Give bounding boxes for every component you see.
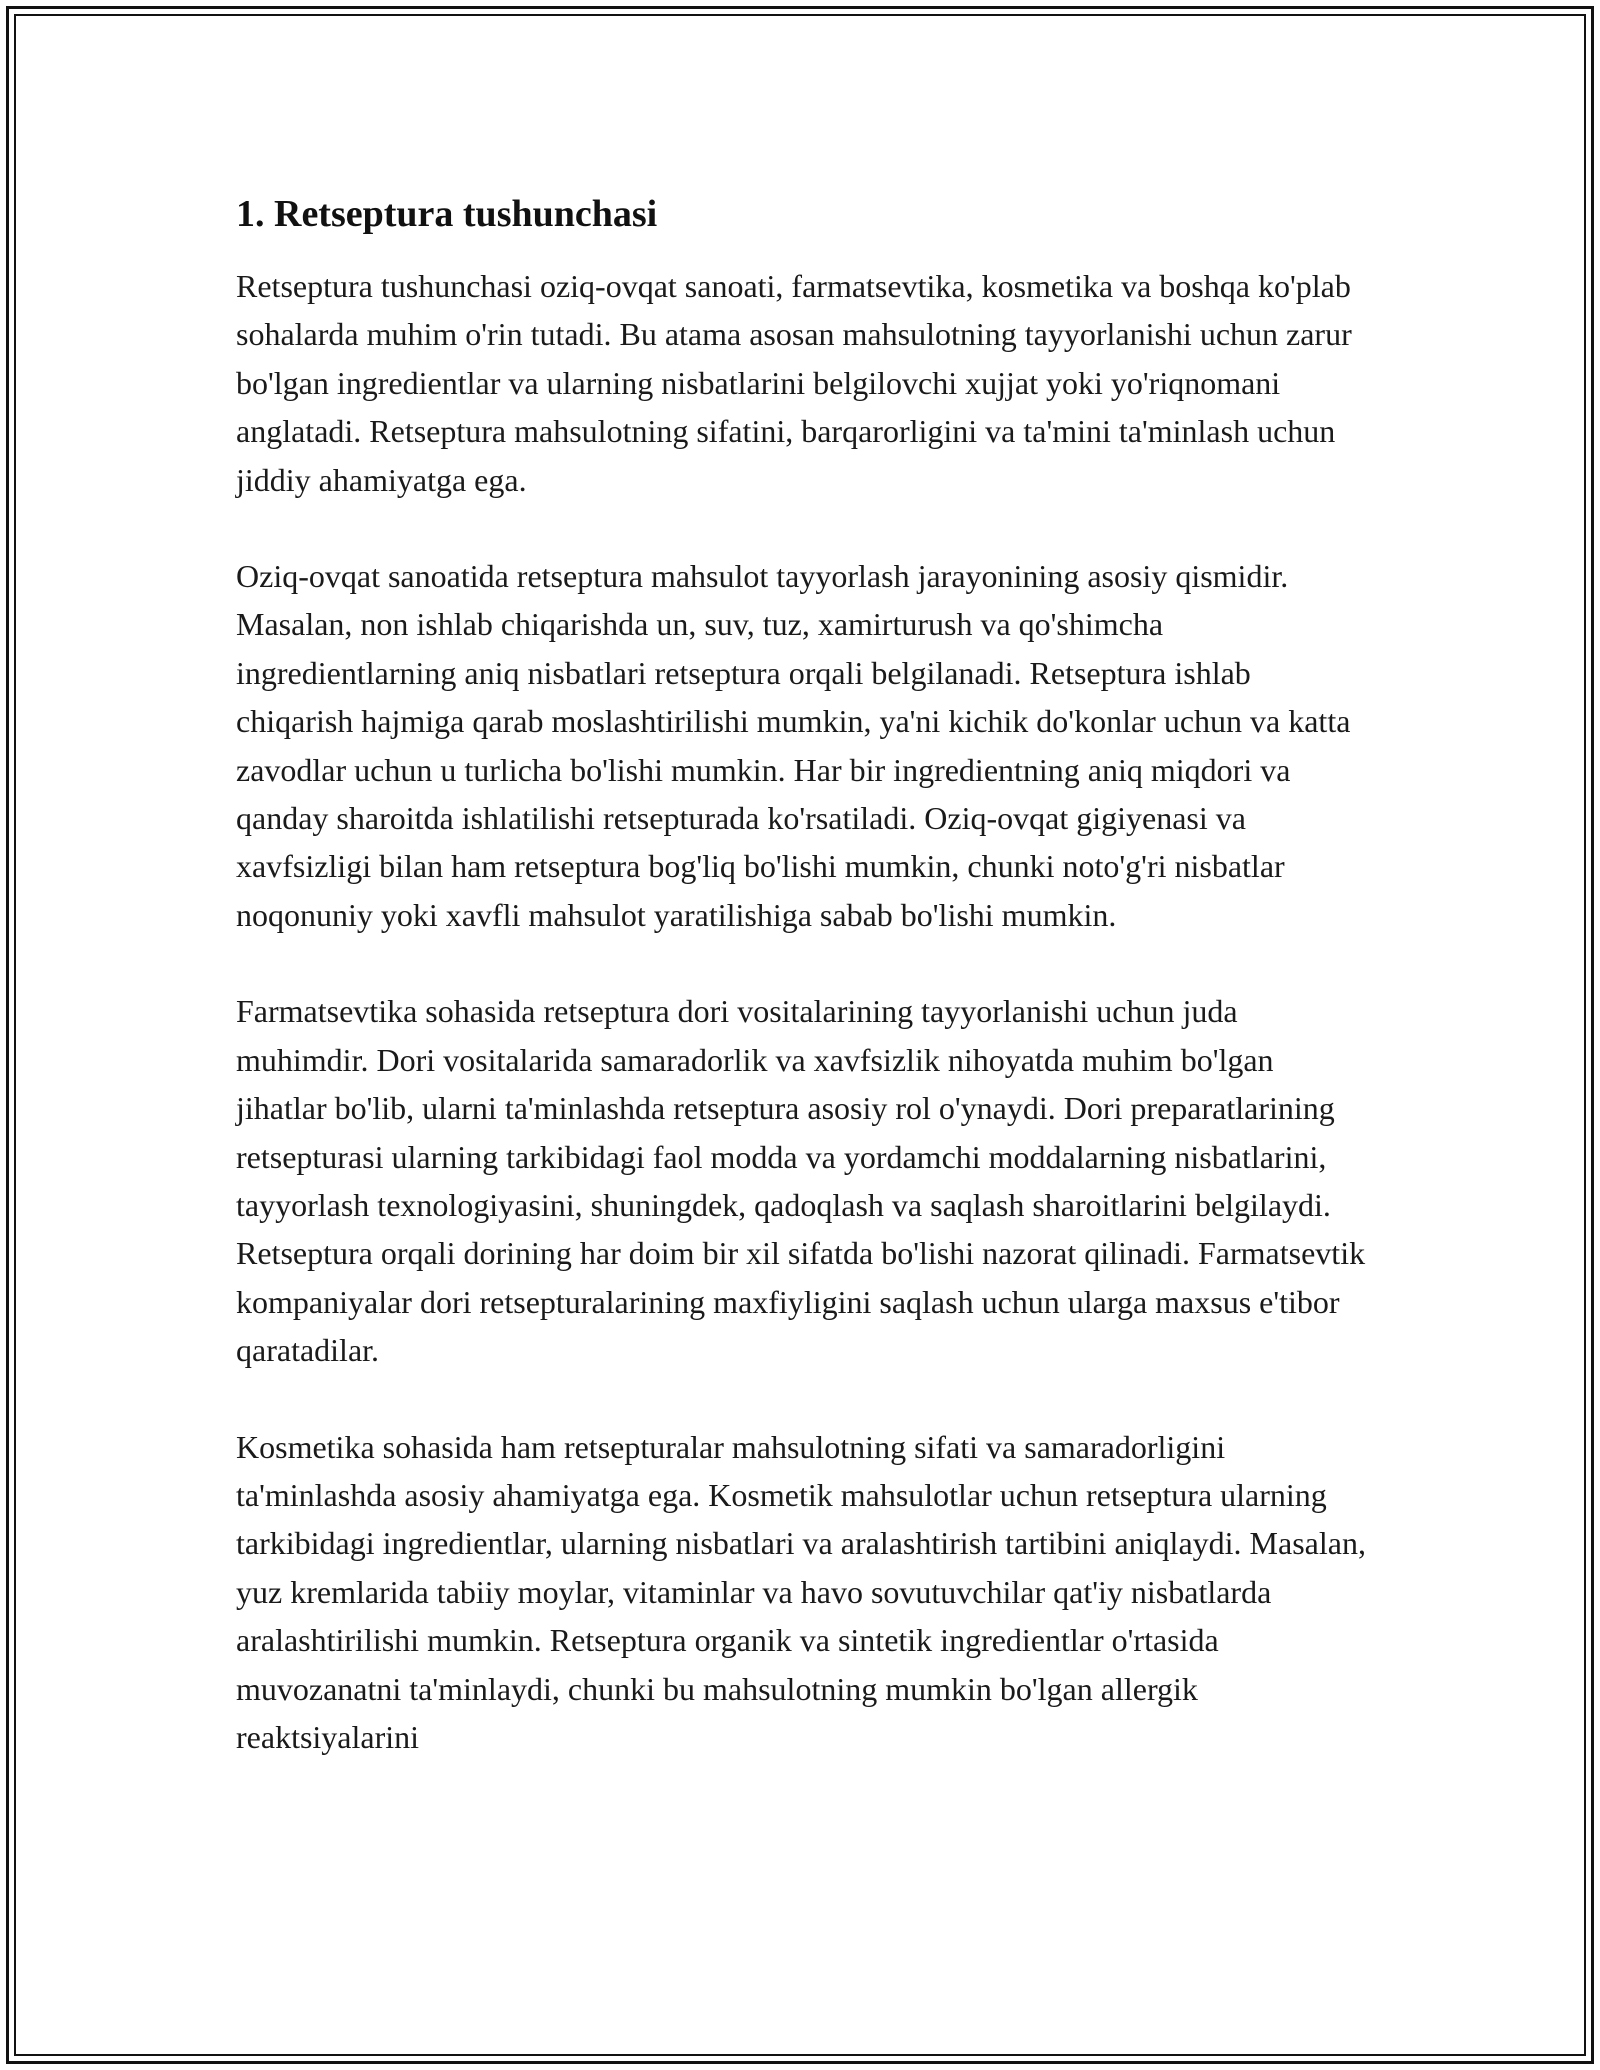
paragraph-food-industry: Oziq-ovqat sanoatida retseptura mahsulot tayyorlash jarayonining asosiy qismidir. Masalan, non ishlab chiqarishda un, suv, tuz, xamirturush va qo'shimcha ingredientlarning aniq nisbatlari retseptura orqali belgilanadi. Retseptura ishlab chiqarish hajmiga qarab moslashtirilishi mumkin, ya'ni kichik do'konlar uchun va katta zavodlar uchun u turlicha bo'lishi mumkin. Har bir ingredientning aniq miqdori va qanday sharoitda ishlatilishi retsepturada ko'rsatiladi. Oziq-ovqat gigiyenasi va xavfsizligi bilan ham retseptura bog'liq bo'lishi mumkin, chunki noto'g'ri nisbatlar noqonuniy yoki xavfli mahsulot yaratilishiga sabab bo'lishi mumkin. (236, 558, 1351, 933)
paragraph-cosmetics: Kosmetika sohasida ham retsepturalar mahsulotning sifati va samaradorligini ta'minlashda asosiy ahamiyatga ega. Kosmetik mahsulotlar uchun retseptura ularning tarkibidagi ingredientlar, ularning nisbatlari va aralashtirish tartibini aniqlaydi. Masalan, yuz kremlarida tabiiy moylar, vitaminlar va havo sovutuvchilar qat'iy nisbatlarda aralashtirilishi mumkin. Retseptura organik va sintetik ingredientlar o'rtasida muvozanatni ta'minlaydi, chunki bu mahsulotning mumkin bo'lgan allergik reaktsiyalarini (236, 1428, 1366, 1755)
paragraph-intro: Retseptura tushunchasi oziq-ovqat sanoati, farmatsevtika, kosmetika va boshqa ko'plab sohalarda muhim o'rin tutadi. Bu atama asosan mahsulotning tayyorlanishi uchun zarur bo'lgan ingredientlar va ularning nisbatlarini belgilovchi xujjat yoki yo'riqnomani anglatadi. Retseptura mahsulotning sifatini, barqarorligini va ta'mini ta'minlash uchun jiddiy ahamiyatga ega. (236, 268, 1352, 498)
section-heading: 1. Retseptura tushunchasi (236, 193, 658, 235)
paragraph-pharmaceutics: Farmatsevtika sohasida retseptura dori vositalarining tayyorlanishi uchun juda muhimdir. Dori vositalarida samaradorlik va xavfsizlik nihoyatda muhim bo'lgan jihatlar bo'lib, ularni ta'minlashda retseptura asosiy rol o'ynaydi. Dori preparatlarining retsepturasi ularning tarkibidagi faol modda va yordamchi moddalarning nisbatlarini, tayyorlash texnologiyasini, shuningdek, qadoqlash va saqlash sharoitlarini belgilaydi. Retseptura orqali dorining har doim bir xil sifatda bo'lishi nazorat qilinadi. Farmatsevtik kompaniyalar dori retsepturalarining maxfiyligini saqlash uchun ularga maxsus e'tibor qaratadilar. (236, 993, 1366, 1369)
document-body (236, 188, 1366, 1809)
